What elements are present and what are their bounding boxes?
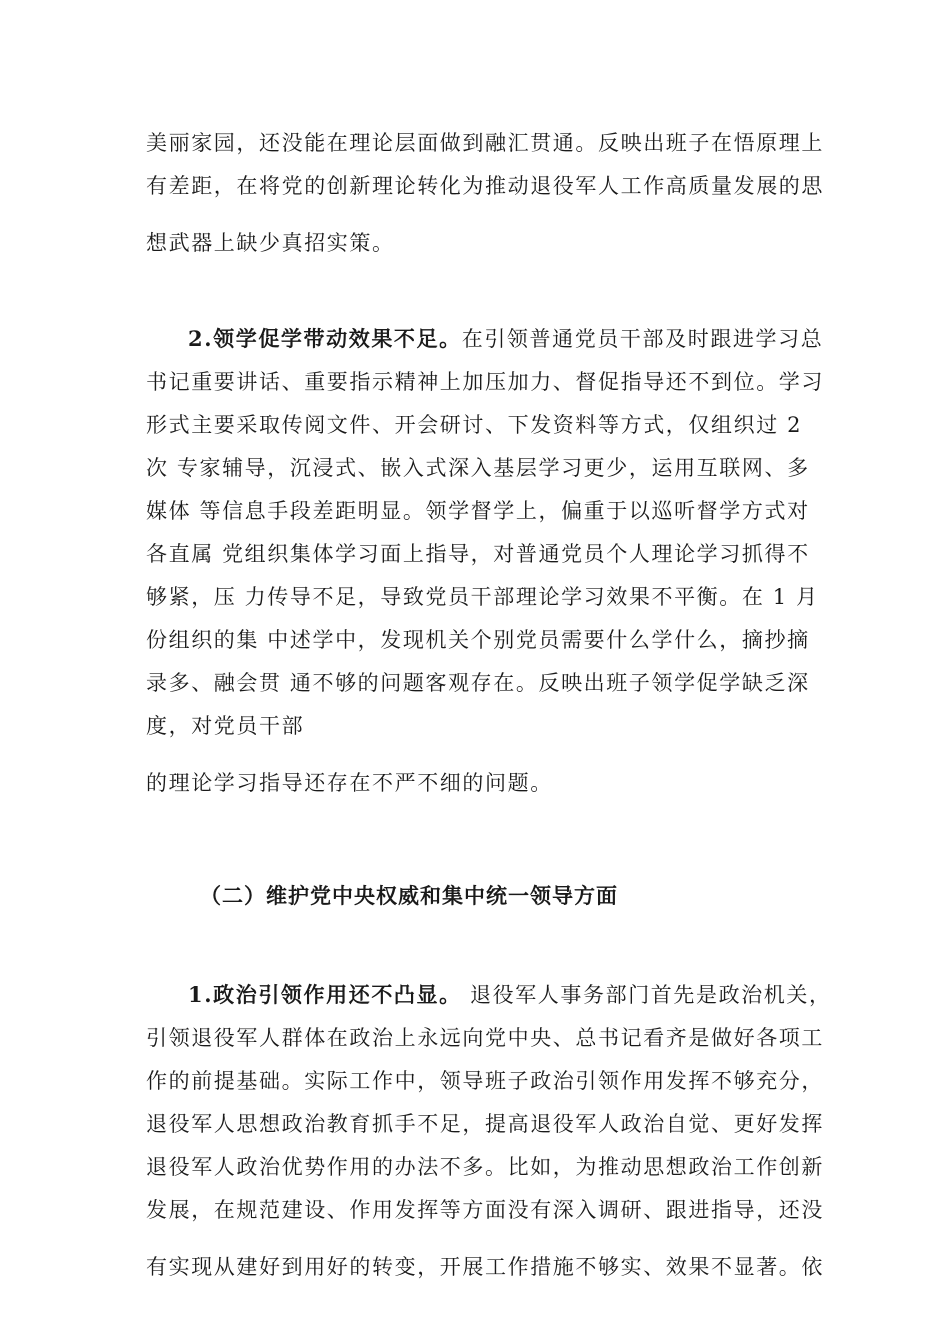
paragraph-line: 发展，在规范建设、作用发挥等方面没有深入调研、跟进指导，还没 [146, 1198, 824, 1222]
paragraph-line: 的理论学习指导还存在不严不细的问题。 [146, 771, 553, 795]
paragraph-line: 形式主要采取传阅文件、开会研讨、下发资料等方式，仅组织过 2 [146, 413, 803, 437]
paragraph-line: 有实现从建好到用好的转变，开展工作措施不够实、效果不显著。依 [146, 1255, 824, 1279]
paragraph-line: 作的前提基础。实际工作中，领导班子政治引领作用发挥不够充分， [146, 1069, 824, 1093]
paragraph-line: 够紧，压 力传导不足，导致党员干部理论学习效果不平衡。在 1 月 [146, 585, 819, 609]
paragraph-lead [188, 326, 823, 352]
paragraph-lead-text: 退役军人事务部门首先是政治机关， [461, 983, 832, 1007]
paragraph-line: 退役军人政治优势作用的办法不多。比如，为推动思想政治工作创新 [146, 1155, 824, 1179]
paragraph-line: 引领退役军人群体在政治上永远向党中央、总书记看齐是做好各项工 [146, 1026, 824, 1050]
paragraph-lead-title: 2.领学促学带动效果不足。 [188, 326, 462, 351]
paragraph-line: 书记重要讲话、重要指示精神上加压加力、督促指导还不到位。学习 [146, 370, 824, 394]
paragraph-lead-title: 1.政治引领作用还不凸显。 [188, 982, 462, 1007]
paragraph-line: 想武器上缺少真招实策。 [146, 231, 395, 255]
section-heading: （二）维护党中央权威和集中统一领导方面 [200, 883, 618, 908]
paragraph-line: 录多、融会贯 通不够的问题客观存在。反映出班子领学促学缺乏深 [146, 671, 810, 695]
paragraph-lead [188, 982, 832, 1008]
paragraph-line: 退役军人思想政治教育抓手不足，提高退役军人政治自觉、更好发挥 [146, 1112, 824, 1136]
paragraph-line: 媒体 等信息手段差距明显。领学督学上，偏重于以巡听督学方式对 [146, 499, 810, 523]
paragraph-line: 美丽家园，还没能在理论层面做到融汇贯通。反映出班子在悟原理上 [146, 131, 824, 155]
paragraph-line: 度，对党员干部 [146, 714, 305, 738]
paragraph-line: 有差距，在将党的创新理论转化为推动退役军人工作高质量发展的思 [146, 174, 824, 198]
paragraph-line: 份组织的集 中述学中，发现机关个别党员需要什么学什么，摘抄摘 [146, 628, 810, 652]
paragraph-line: 次 专家辅导，沉浸式、嵌入式深入基层学习更少，运用互联网、多 [146, 456, 810, 480]
paragraph-lead-text: 在引领普通党员干部及时跟进学习总 [461, 327, 824, 351]
paragraph-line: 各直属 党组织集体学习面上指导，对普通党员个人理论学习抓得不 [146, 542, 810, 566]
